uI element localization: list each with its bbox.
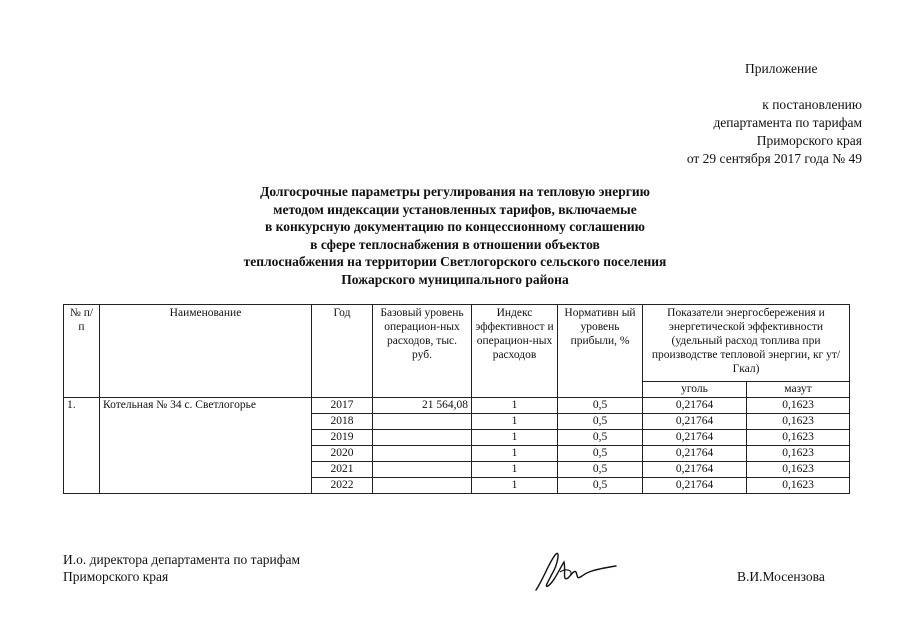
title-line: в конкурсную документацию по концессионному соглашению bbox=[265, 219, 645, 234]
cell-coal: 0,21764 bbox=[643, 446, 747, 462]
cell-year: 2022 bbox=[312, 478, 373, 494]
document-title bbox=[190, 183, 720, 288]
ref-line: Приморского края bbox=[756, 133, 862, 148]
header-num: № п/п bbox=[64, 305, 100, 398]
title-line: теплоснабжения на территории Светлогорского сельского поселения bbox=[243, 254, 667, 269]
cell-fuel-oil: 0,1623 bbox=[747, 446, 850, 462]
handwritten-signature bbox=[530, 548, 620, 598]
title-line: в сфере теплоснабжения в отношении объектов bbox=[310, 236, 600, 252]
cell-base-costs bbox=[373, 414, 472, 430]
cell-year: 2018 bbox=[312, 414, 373, 430]
cell-efficiency-index: 1 bbox=[472, 446, 558, 462]
cell-efficiency-index: 1 bbox=[472, 414, 558, 430]
resolution-reference bbox=[687, 96, 862, 168]
cell-year: 2017 bbox=[312, 398, 373, 414]
cell-profit-level: 0,5 bbox=[558, 478, 643, 494]
cell-base-costs: 21 564,08 bbox=[373, 398, 472, 414]
cell-efficiency-index: 1 bbox=[472, 430, 558, 446]
header-profit-level: Нормативн ый уровень прибыли, % bbox=[558, 305, 643, 398]
header-fuel-oil: мазут bbox=[747, 382, 850, 398]
header-coal: уголь bbox=[643, 382, 747, 398]
cell-base-costs bbox=[373, 430, 472, 446]
header-name: Наименование bbox=[100, 305, 312, 398]
ref-line: департамента по тарифам bbox=[713, 115, 862, 130]
header-energy-indicators: Показатели энергосбережения и энергетической эффективности (удельный расход топлива при производстве тепловой энергии, кг ут/Гкал) bbox=[643, 305, 850, 382]
cell-coal: 0,21764 bbox=[643, 478, 747, 494]
cell-fuel-oil: 0,1623 bbox=[747, 414, 850, 430]
cell-profit-level: 0,5 bbox=[558, 398, 643, 414]
position-line: И.о. директора департамента по тарифам bbox=[63, 552, 300, 567]
cell-coal: 0,21764 bbox=[643, 430, 747, 446]
cell-base-costs bbox=[373, 462, 472, 478]
cell-fuel-oil: 0,1623 bbox=[747, 398, 850, 414]
cell-profit-level: 0,5 bbox=[558, 414, 643, 430]
row-name: Котельная № 34 с. Светлогорье bbox=[100, 398, 312, 494]
cell-coal: 0,21764 bbox=[643, 398, 747, 414]
cell-efficiency-index: 1 bbox=[472, 462, 558, 478]
table-row bbox=[64, 398, 850, 414]
row-num: 1. bbox=[64, 398, 100, 494]
title-line: Долгосрочные параметры регулирования на тепловую энергию bbox=[260, 184, 650, 199]
signer-name: В.И.Мосензова bbox=[737, 569, 825, 584]
header-year: Год bbox=[312, 305, 373, 398]
cell-fuel-oil: 0,1623 bbox=[747, 462, 850, 478]
title-line: методом индексации установленных тарифов, включаемые bbox=[273, 201, 637, 217]
signer-position bbox=[63, 551, 300, 585]
parameters-table bbox=[63, 304, 850, 494]
cell-base-costs bbox=[373, 478, 472, 494]
title-line: Пожарского муниципального района bbox=[341, 271, 569, 287]
cell-fuel-oil: 0,1623 bbox=[747, 478, 850, 494]
cell-profit-level: 0,5 bbox=[558, 430, 643, 446]
cell-fuel-oil: 0,1623 bbox=[747, 430, 850, 446]
cell-profit-level: 0,5 bbox=[558, 446, 643, 462]
cell-year: 2020 bbox=[312, 446, 373, 462]
header-base-costs: Базовый уровень операцион-ных расходов, тыс. руб. bbox=[373, 305, 472, 398]
cell-efficiency-index: 1 bbox=[472, 478, 558, 494]
appendix-label: Приложение bbox=[745, 61, 818, 76]
cell-year: 2021 bbox=[312, 462, 373, 478]
position-line: Приморского края bbox=[63, 569, 169, 584]
cell-efficiency-index: 1 bbox=[472, 398, 558, 414]
cell-profit-level: 0,5 bbox=[558, 462, 643, 478]
cell-year: 2019 bbox=[312, 430, 373, 446]
cell-base-costs bbox=[373, 446, 472, 462]
ref-line: от 29 сентября 2017 года № 49 bbox=[686, 151, 862, 166]
cell-coal: 0,21764 bbox=[643, 414, 747, 430]
ref-line: к постановлению bbox=[762, 97, 862, 112]
cell-coal: 0,21764 bbox=[643, 462, 747, 478]
header-efficiency-index: Индекс эффективност и операцион-ных расходов bbox=[472, 305, 558, 398]
